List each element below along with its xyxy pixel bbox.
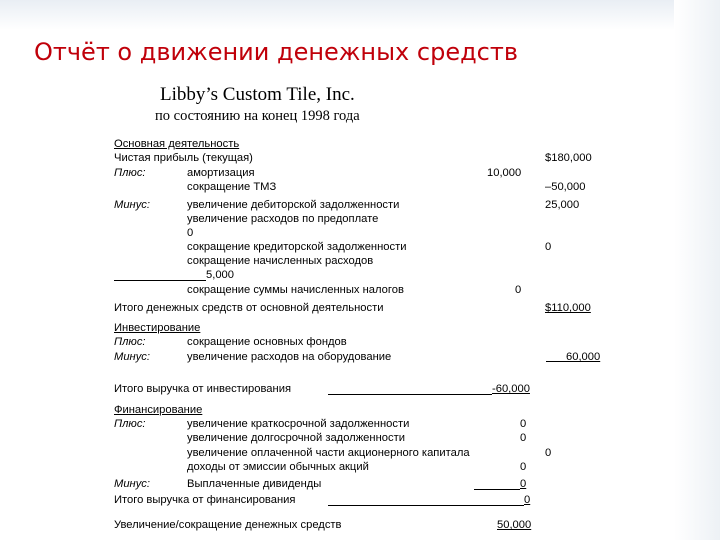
accrued-expenses-value: 5,000 (206, 269, 234, 281)
investing-total-label: Итого выручка от инвестирования (114, 383, 292, 395)
prepaid-label: увеличение расходов по предоплате (187, 213, 379, 225)
receivables-label: увеличение дебиторской задолженности (187, 199, 400, 211)
financing-plus-label: Плюс: (114, 418, 146, 430)
investing-plus-label: Плюс: (114, 336, 146, 348)
inventory-label: сокращение ТМЗ (187, 181, 277, 193)
dividends-underline (474, 489, 520, 490)
payables-label: сокращение кредиторской задолженности (187, 241, 407, 253)
investing-total-value: -60,000 (492, 383, 530, 395)
inventory-value: –50,000 (545, 181, 586, 193)
long-debt-value: 0 (520, 432, 527, 444)
operating-total-value: $110,000 (545, 302, 591, 314)
operating-minus-label: Минус: (114, 199, 150, 211)
net-change-label: Увеличение/сокращение денежных средств (114, 519, 342, 531)
financing-total-value: 0 (524, 494, 531, 506)
operating-plus-label: Плюс: (114, 167, 146, 179)
financing-heading: Финансирование (114, 404, 203, 416)
accrued-underline (114, 280, 206, 281)
depreciation-label: амортизация (187, 167, 255, 179)
equipment-underline (546, 361, 566, 362)
slide-title: Отчёт о движении денежных средств (34, 38, 518, 66)
payables-value: 0 (545, 241, 552, 253)
investing-heading: Инвестирование (114, 322, 201, 334)
accrued-taxes-value: 0 (515, 284, 522, 296)
short-debt-label: увеличение краткосрочной задолженности (187, 418, 410, 430)
paid-capital-label: увеличение оплаченной части акционерного капитала (187, 447, 470, 459)
operating-total-label: Итого денежных средств от основной деятельности (114, 302, 384, 314)
operating-heading: Основная деятельность (114, 138, 240, 150)
slide-top-gradient (0, 0, 720, 30)
stock-income-value: 0 (520, 461, 527, 473)
financing-total-underline (328, 505, 524, 506)
depreciation-value: 10,000 (487, 167, 522, 179)
fixed-assets-label: сокращение основных фондов (187, 336, 347, 348)
investing-minus-label: Минус: (114, 351, 150, 363)
net-income-value: $180,000 (545, 152, 592, 164)
receivables-value: 25,000 (545, 199, 580, 211)
dividends-label: Выплаченные дивиденды (187, 478, 322, 490)
accrued-expenses-label: сокращение начисленных расходов (187, 255, 374, 267)
financing-minus-label: Минус: (114, 478, 150, 490)
accrued-taxes-label: сокращение суммы начисленных налогов (187, 284, 404, 296)
slide-right-gradient (674, 0, 720, 540)
net-income-label: Чистая прибыль (текущая) (114, 152, 253, 164)
prepaid-zero: 0 (187, 227, 194, 239)
report-date: по состоянию на конец 1998 года (155, 108, 360, 124)
dividends-value: 0 (520, 478, 527, 490)
long-debt-label: увеличение долгосрочной задолженности (187, 432, 405, 444)
equipment-label: увеличение расходов на оборудование (187, 351, 392, 363)
short-debt-value: 0 (520, 418, 527, 430)
equipment-value: 60,000 (566, 351, 601, 363)
company-name: Libby’s Custom Tile, Inc. (160, 84, 355, 105)
paid-capital-value: 0 (545, 447, 552, 459)
net-change-value: 50,000 (497, 519, 532, 531)
financing-total-label: Итого выручка от финансирования (114, 494, 296, 506)
investing-total-underline (328, 394, 492, 395)
stock-income-label: доходы от эмиссии обычных акций (187, 461, 369, 473)
